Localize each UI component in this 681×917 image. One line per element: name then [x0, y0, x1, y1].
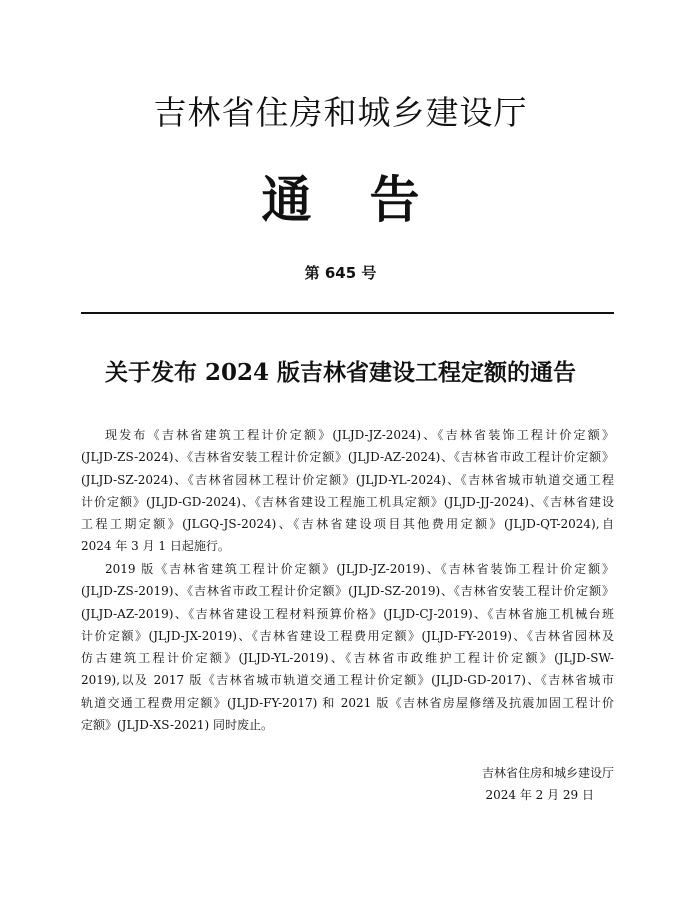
paragraph-line: (JLJD-SZ-2024)、《吉林省园林工程计价定额》(JLJD-YL-2024)、《吉林省城市轨道交通工程	[81, 472, 614, 487]
paragraph-line: 轨道交通工程费用定额》(JLJD-FY-2017) 和 2021 版《吉林省房屋修缮及抗震加固工程计价	[81, 695, 614, 710]
paragraph-line: (JLJD-AZ-2019)、《吉林省建设工程材料预算价格》(JLJD-CJ-2019)、《吉林省施工机械台班	[81, 606, 614, 621]
paragraph-line: 2019),以及 2017 版《吉林省城市轨道交通工程计价定额》(JLJD-GD-2017)、《吉林省城市	[81, 673, 614, 688]
paragraph-line: (JLJD-ZS-2024)、《吉林省安装工程计价定额》(JLJD-AZ-2024)、《吉林省市政工程计价定额》	[81, 450, 614, 465]
paragraph-line: 仿古建筑工程计价定额》(JLJD-YL-2019)、《吉林省市政维护工程计价定额》(JLJD-SW-	[81, 651, 614, 666]
signature-date: 2024 年 2 月 29 日	[485, 788, 594, 802]
issuing-authority-heading: 吉林省住房和城乡建设厅	[153, 93, 528, 132]
paragraph-line: 计价定额》(JLJD-JX-2019)、《吉林省建设工程费用定额》(JLJD-FY-2019)、《吉林省园林及	[81, 628, 614, 643]
paragraph-line: 现发布《吉林省建筑工程计价定额》(JLJD-JZ-2024)、《吉林省装饰工程计价定额》	[105, 428, 614, 442]
notice-title: 关于发布 2024 版吉林省建设工程定额的通告	[104, 359, 577, 386]
document-type-char-2: 告	[369, 170, 420, 229]
paragraph-line: 2024 年 3 月 1 日起施行。	[81, 539, 230, 554]
paragraph-line: 2019 版《吉林省建筑工程计价定额》(JLJD-JZ-2019)、《吉林省装饰工程计价定额》	[105, 562, 614, 576]
header-divider	[81, 312, 614, 314]
paragraph-line: 计价定额》(JLJD-GD-2024)、《吉林省建设工程施工机具定额》(JLJD-JJ-2024)、《吉林省建设	[81, 494, 614, 509]
signature-organization: 吉林省住房和城乡建设厅	[481, 766, 614, 780]
document-number: 第 645 号	[304, 264, 377, 282]
body-paragraph-2	[81, 558, 614, 736]
document-type-heading	[0, 168, 681, 232]
paragraph-line: (JLJD-ZS-2019)、《吉林省市政工程计价定额》(JLJD-SZ-2019)、《吉林省安装工程计价定额》	[81, 584, 614, 599]
paragraph-line: 工程工期定额》(JLGQ-JS-2024)、《吉林省建设项目其他费用定额》(JLJD-QT-2024),自	[81, 517, 614, 532]
body-paragraph-1	[81, 424, 614, 558]
paragraph-line: 定额》(JLJD-XS-2021) 同时废止。	[81, 718, 274, 733]
document-type-char-1: 通	[261, 170, 312, 229]
signature-block	[81, 762, 614, 806]
